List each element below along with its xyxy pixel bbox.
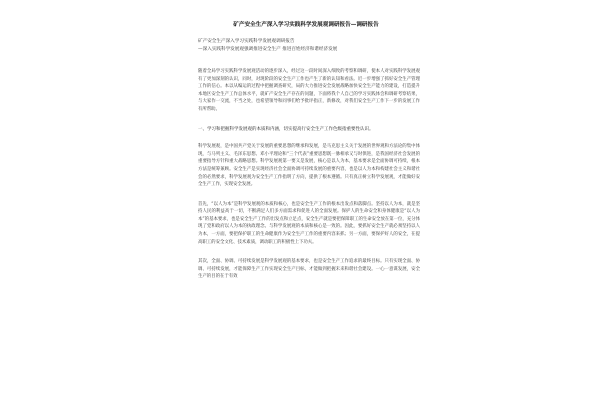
paragraph-body: 科学发展观，是中国共产党关于发展的重要思想的继承和发展，是马克思主义关于发展的世界观和方法论的集中体现，与马列主义、毛泽东思想、邓小平理论和“三个代表”重要思想既一脉相承又与时俱进，是我国经济社会发展的重要指导方针和重大战略思想。科学发展观第一要义是发展，核心是以人为本，基本要求是全面协调可持续，根本方法是统筹兼顾。安全生产是实现经济社会全面协调可持续发展的重要内容，也是以人为本和构建社会主义和谐社会的必然要求，科学发展观为安全生产工作指明了方向，提供了根本遵循。只有真正树立科学发展观，才能做好安全生产工作，实现安全发展。 bbox=[198, 144, 420, 188]
document-subtitle: 矿产安全生产深入学习实践科学发展观调研报告 bbox=[198, 38, 295, 44]
section-heading: 一、学习和把握科学发展观的本质和内涵，切实提高行安全生产工作色级指重要性认识。 bbox=[198, 126, 374, 132]
paragraph-body: 其次，全面、协调、可持续发展是科学发展观的基本要求，也是安全生产工作追求的最终目标。只有实现全面、协调、可持续发展，才能保障生产工作实现安全生产目标，才能做到把握未来和谐社会建设。一心一意谋发展，安全生产的目的在于有效 bbox=[198, 259, 420, 280]
document-subtitle-secondary: —深入实践科学发展观强调推进安全生产 推进百姓经济和谐经济发展 bbox=[198, 46, 338, 52]
paragraph-body: 首先，“以人为本”是科学发展观的本质和核心，也是安全生产工作的根本出发点和落脚点。坚持以人为本，就是坚持人民的利益高于一切，不断满足人们多方面需求和促进人的全面发展。保护人的生命安全和身体健康是“以人为本”的基本要求，也是安全生产工作的出发点和立足点，安全生产就是要把保障职工的生命安全放在第一位，充分体现了党和政府以人为本的执政理念。与科学发展观的本质和核心是一致的。因此，要抓好安全生产就必须坚持以人为本，一方面，要把保护职工的生命健康作为安全生产工作的重要内容来抓；另一方面，要保护好人的安全，在提高职工的安全文化、技术素质，调动职工的积极性上下功夫。 bbox=[198, 201, 420, 245]
document-title: 矿产安全生产深入学习实践科学发展观调研报告—调研报告 bbox=[233, 22, 379, 28]
document-page bbox=[186, 0, 426, 400]
paragraph-intro: 随着全局学习实践科学发展观活动的逐步深入，经过这一段时间深入细致的考察和调研，使本人对实践科学发展观有了更加深刻的认识，同时，对现阶段的安全生产工作也产生了新的认知和看法。近一步增强了抓好安全生产管理工作的信心。本以从编运的过程中把握调查研究，局的大力推进安全发展战略加快安全生产能力的建设，打造提升本地区安全生产工作总体水平，就矿产安全生产存在的问题，下面将我个人自己的学习实践体会和调研考察结果，与大家作一交流，不当之处，也希望领导和同事们给予批评指正，新修改，对我们安全生产工作下一步的发展工作有所帮助。 bbox=[198, 69, 420, 112]
